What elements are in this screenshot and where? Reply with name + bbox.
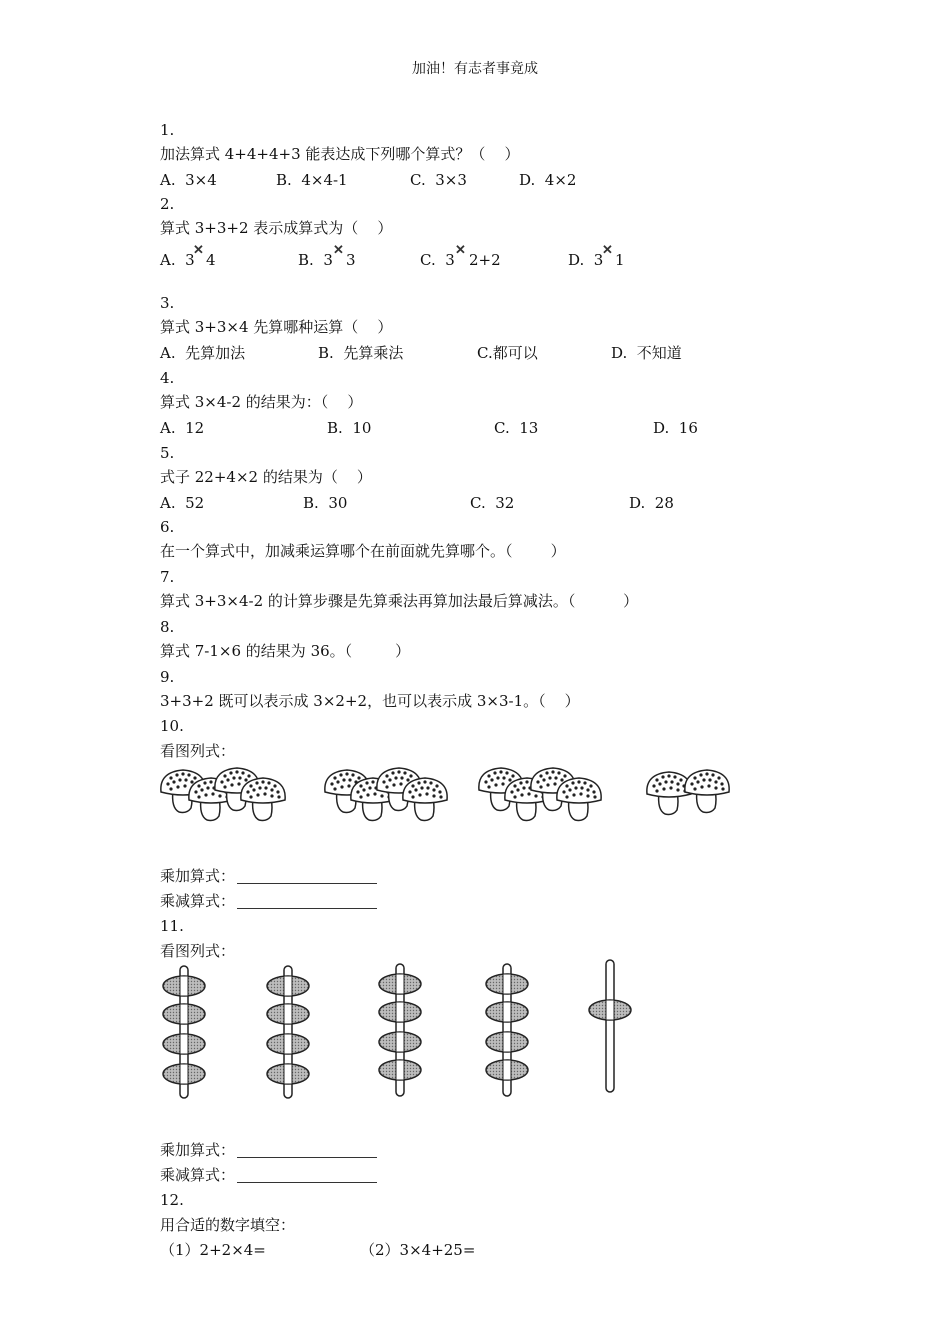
bead [486,1060,528,1080]
q12-number: 12. [160,1191,184,1209]
q7-text: 算式 3+3×4-2 的计算步骤是先算乘法再算加法最后算减法。（ ） [160,592,639,610]
q12-item-2: （2）3×4+25= [360,1241,476,1259]
abacus-beads-picture [150,958,650,1100]
bead [267,1034,309,1054]
bead-stick [163,966,205,1098]
q6-number: 6. [160,518,175,536]
q5-option-d: D. 28 [629,494,674,512]
q9-text: 3+3+2 既可以表示成 3×2+2，也可以表示成 3×3-1。（ ） [160,692,580,710]
q10-multiply-add-blank[interactable] [237,869,377,884]
q12-item-1: （1）2+2×4= [160,1241,266,1259]
q10-multiply-add-label: 乘加算式： [160,867,236,885]
bead-stick [589,960,631,1092]
q3-option-d: D. 不知道 [611,344,682,362]
mushroom [241,778,285,821]
q4-text: 算式 3×4-2 的结果为：（ ） [160,393,363,411]
q12-text: 用合适的数字填空： [160,1216,296,1234]
q2-option-d-post: 1 [615,251,625,269]
q4-number: 4. [160,369,175,387]
q4-option-d: D. 16 [653,419,698,437]
mushroom-group [325,768,447,821]
multiply-mark-icon: ✕ [455,243,466,258]
q8-text: 算式 7-1×6 的结果为 36。（ ） [160,642,411,660]
q10-number: 10. [160,717,184,735]
q10-multiply-add-row [160,866,377,886]
bead [379,1002,421,1022]
bead [486,1002,528,1022]
q6-text: 在一个算式中，加减乘运算哪个在前面就先算哪个。（ ） [160,542,566,560]
q3-option-b: B. 先算乘法 [318,344,404,362]
q2-option-d-pre: D. 3 [568,251,604,269]
bead [163,1004,205,1024]
bead [486,1032,528,1052]
q2-option-b-post: 3 [346,251,356,269]
mushroom-picture [155,760,755,830]
bead [163,976,205,996]
mushroom [403,778,447,821]
q1-option-c: C. 3×3 [410,171,467,189]
mushroom [685,770,729,813]
multiply-mark-icon: ✕ [193,243,204,258]
q2-option-c-post: 2+2 [469,251,501,269]
multiply-mark-icon: ✕ [333,243,344,258]
multiply-mark-icon: ✕ [602,243,613,258]
mushroom [557,778,601,821]
q2-option-b-pre: B. 3 [298,251,333,269]
q11-multiply-add-row [160,1140,377,1160]
bead [379,1032,421,1052]
q11-number: 11. [160,917,184,935]
q3-number: 3. [160,294,175,312]
bead-stick [267,966,309,1098]
q4-option-c: C. 13 [494,419,539,437]
q1-option-d: D. 4×2 [519,171,577,189]
q3-text: 算式 3+3×4 先算哪种运算（ ） [160,318,393,336]
q3-option-c: C.都可以 [477,344,538,362]
bead [267,1004,309,1024]
q1-text: 加法算式 4+4+4+3 能表达成下列哪个算式？（ ） [160,145,520,163]
q10-multiply-subtract-label: 乘减算式： [160,892,236,910]
bead [267,1064,309,1084]
q1-number: 1. [160,121,175,139]
bead [379,974,421,994]
bead [163,1064,205,1084]
q2-number: 2. [160,195,175,213]
q11-multiply-subtract-row [160,1165,377,1185]
q10-multiply-subtract-row [160,891,377,911]
q11-text: 看图列式： [160,942,236,960]
q1-option-b: B. 4×4-1 [276,171,348,189]
q11-multiply-subtract-blank[interactable] [237,1168,377,1183]
q3-option-a: A. 先算加法 [160,344,246,362]
mushroom [647,772,691,815]
q7-number: 7. [160,568,175,586]
q11-multiply-subtract-label: 乘减算式： [160,1166,236,1184]
q2-option-a-pre: A. 3 [160,251,195,269]
q5-text: 式子 22+4×2 的结果为（ ） [160,468,372,486]
bead [486,974,528,994]
mushroom-group [647,770,729,815]
q5-option-a: A. 52 [160,494,205,512]
q1-option-a: A. 3×4 [160,171,217,189]
q5-number: 5. [160,444,175,462]
bead-stick [486,964,528,1096]
bead [163,1034,205,1054]
bead [379,1060,421,1080]
q10-text: 看图列式： [160,742,236,760]
q5-option-c: C. 32 [470,494,515,512]
q2-option-a-post: 4 [206,251,216,269]
q9-number: 9. [160,668,175,686]
mushroom-group [479,768,601,821]
bead-stick [379,964,421,1096]
q4-option-b: B. 10 [327,419,372,437]
q2-text: 算式 3+3+2 表示成算式为（ ） [160,219,393,237]
page-header: 加油！有志者事竟成 [412,61,538,77]
q4-option-a: A. 12 [160,419,205,437]
q5-option-b: B. 30 [303,494,348,512]
q11-multiply-add-label: 乘加算式： [160,1141,236,1159]
q2-option-c-pre: C. 3 [420,251,455,269]
bead [589,1000,631,1020]
bead [267,976,309,996]
q8-number: 8. [160,618,175,636]
mushroom-group [161,768,285,821]
q10-multiply-subtract-blank[interactable] [237,894,377,909]
q11-multiply-add-blank[interactable] [237,1143,377,1158]
